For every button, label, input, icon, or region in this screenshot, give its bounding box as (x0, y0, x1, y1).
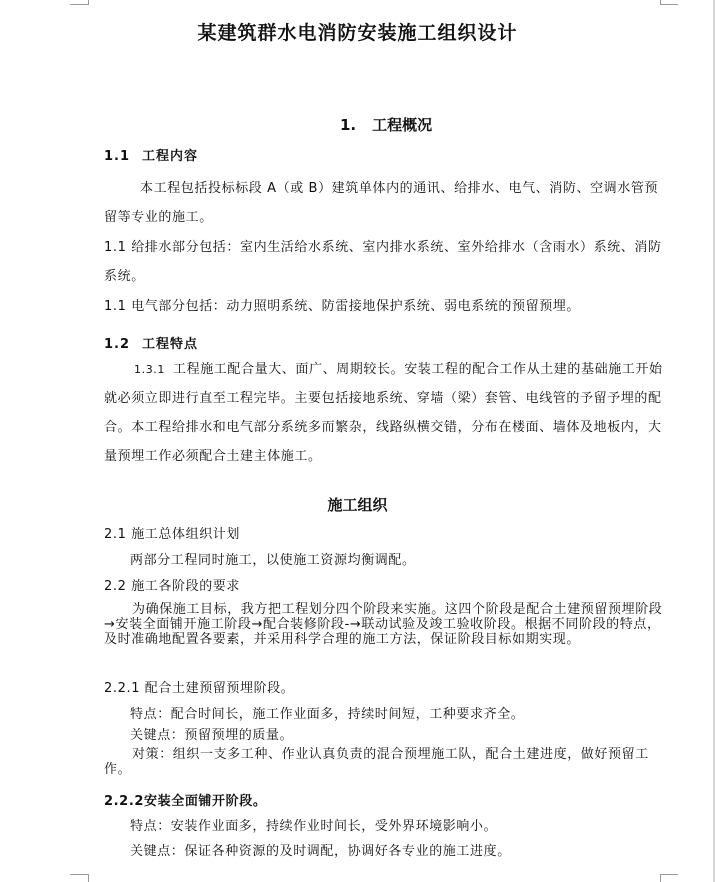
subsection-1-1-number: 1.1 (104, 149, 131, 164)
crop-mark-top-left-h (70, 4, 88, 5)
subsection-1-1-heading (104, 145, 198, 164)
crop-mark-top-right-v (660, 0, 661, 5)
section-2-heading: 施工组织 (327, 496, 388, 514)
subsection-2-2-1-heading: 2.2.1 配合土建预留预埋阶段。 (104, 681, 295, 696)
section-1-heading (340, 114, 432, 135)
paragraph-2-2: 为确保施工目标，我方把工程划分四个阶段来实施。这四个阶段是配合土建预留预埋阶段→安装全面铺开施工阶段→配合装修阶段-→联动试验及竣工验收阶段。根据不同阶段的特点，及时准确地配置各要素，并采用科学合理的施工方法，保证阶段目标如期实现。 (104, 602, 663, 647)
paragraph-2-2-1-key: 关键点：预留预埋的质量。 (130, 728, 294, 743)
subsection-2-2-heading: 2.2 施工各阶段的要求 (104, 579, 241, 594)
subsection-2-1-heading: 2.1 施工总体组织计划 (104, 527, 241, 542)
crop-mark-bottom-right-h (660, 874, 678, 875)
document-title: 某建筑群水电消防安装施工组织设计 (197, 22, 518, 44)
paragraph-2-2-1-features: 特点：配合时间长，施工作业面多，持续时间短，工种要求齐全。 (130, 707, 525, 722)
paragraph-features-text: 工程施工配合量大、面广、周期较长。安装工程的配合工作从土建的基础施工开始就必须立即进行直至工程完毕。主要包括接地系统、穿墙（梁）套管、电线管的予留予埋的配合。本工程给排水和电气部分系统多而繁杂，线路纵横交错，分布在楼面、墙体及地板内，大量预埋工作必须配合土建主体施工。 (104, 362, 663, 464)
subsection-2-2-2-heading: 2.2.2安装全面铺开阶段。 (104, 794, 267, 809)
paragraph-features-number: 1.3.1 (134, 363, 165, 376)
paragraph-features (104, 355, 664, 471)
paragraph-2-2-2-features: 特点：安装作业面多，持续作业时间长，受外界环境影响小。 (130, 819, 498, 834)
crop-mark-top-left-v (88, 0, 89, 5)
paragraph-2-2-1-measures: 对策：组织一支多工种、作业认真负责的混合预埋施工队，配合土建进度，做好预留工作。 (104, 747, 649, 777)
crop-mark-bottom-left-h (70, 874, 88, 875)
crop-mark-top-right-h (660, 4, 678, 5)
subsection-1-2-number: 1.2 (104, 337, 131, 352)
crop-mark-bottom-right-v (660, 874, 661, 882)
section-1-title: 工程概况 (372, 116, 433, 134)
crop-mark-bottom-left-v (88, 874, 89, 882)
paragraph-2-2-2-key: 关键点：保证各种资源的及时调配，协调好各专业的施工进度。 (130, 844, 511, 859)
subsection-1-2-title: 工程特点 (142, 337, 199, 352)
paragraph-electrical: 1.1 电气部分包括：动力照明系统、防雷接地保护系统、弱电系统的预留预埋。 (104, 299, 581, 314)
paragraph-scope: 本工程包括投标标段 A（或 B）建筑单体内的通讯、给排水、电气、消防、空调水管预留等专业的施工。 (104, 181, 659, 225)
section-1-number: 1. (340, 116, 357, 134)
subsection-1-1-title: 工程内容 (142, 149, 199, 164)
subsection-1-2-heading (104, 333, 198, 352)
paragraph-plumbing: 1.1 给排水部分包括：室内生活给水系统、室内排水系统、室外给排水（含雨水）系统、消防系统。 (104, 240, 662, 284)
paragraph-2-1: 两部分工程同时施工，以使施工资源均衡调配。 (130, 553, 416, 568)
